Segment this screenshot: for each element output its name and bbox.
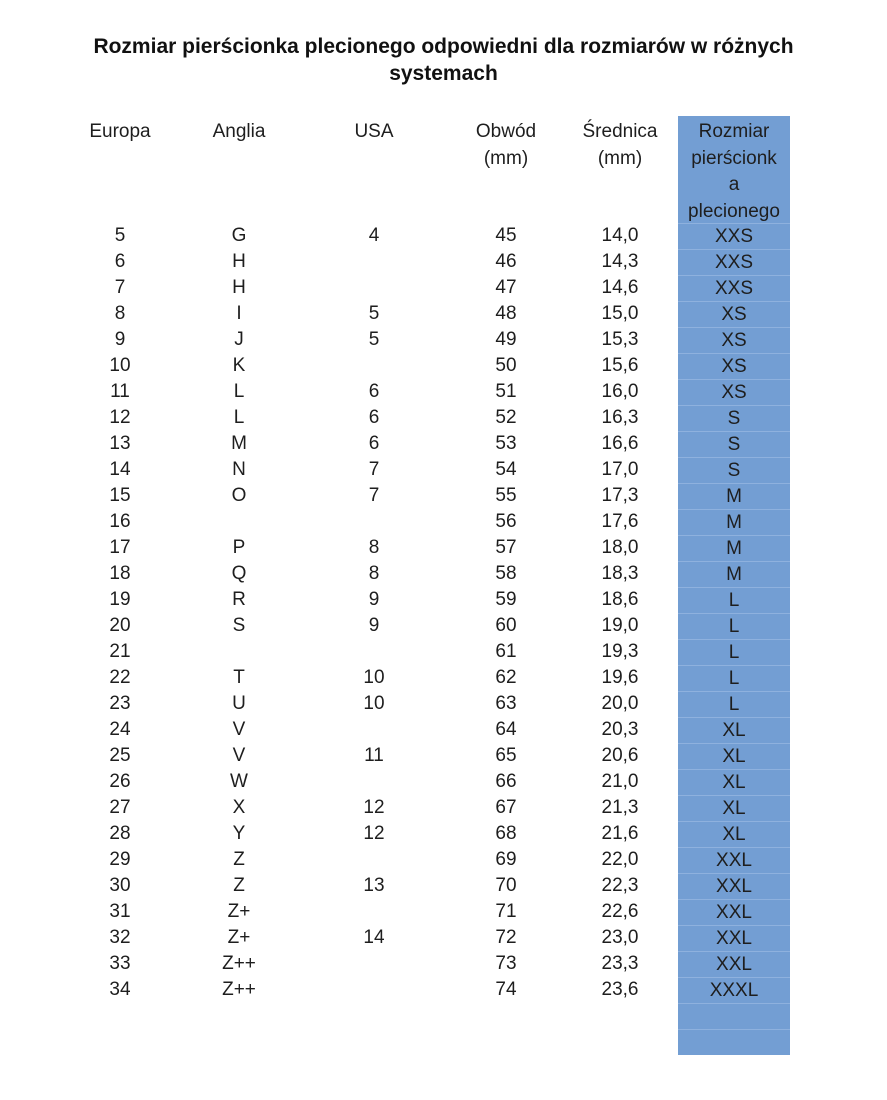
- table-row: [60, 613, 887, 639]
- cell-obwod-mm: 61: [495, 641, 517, 662]
- cell-obwod-mm: 65: [495, 745, 517, 766]
- cell-europa: 9: [114, 329, 126, 350]
- cell-rozmiar-plecionego: M: [678, 483, 790, 509]
- cell-srednica-mm: 17,3: [601, 485, 639, 506]
- cell-srednica-mm: 15,0: [601, 303, 639, 324]
- cell-usa: [298, 847, 450, 873]
- table-row: [60, 353, 887, 379]
- cell-europa: 16: [109, 511, 131, 532]
- table-row: [60, 379, 887, 405]
- column-header-usa: [298, 116, 450, 225]
- cell-usa: 13: [363, 875, 385, 896]
- cell-rozmiar-plecionego: XXL: [678, 925, 790, 951]
- cell-rozmiar-plecionego: XXL: [678, 847, 790, 873]
- cell-europa: [60, 1029, 180, 1055]
- cell-srednica-mm: [562, 1029, 678, 1055]
- cell-rozmiar-plecionego: M: [678, 535, 790, 561]
- cell-anglia: Y: [232, 823, 246, 844]
- cell-rozmiar-plecionego: L: [678, 665, 790, 691]
- cell-srednica-mm: 15,3: [601, 329, 639, 350]
- cell-obwod-mm: 49: [495, 329, 517, 350]
- cell-rozmiar-plecionego: S: [678, 431, 790, 457]
- cell-anglia: O: [231, 485, 247, 506]
- cell-rozmiar-plecionego: XL: [678, 743, 790, 769]
- cell-anglia: [180, 509, 298, 535]
- cell-anglia: L: [233, 407, 245, 428]
- table-header-row: [60, 116, 887, 223]
- cell-rozmiar-plecionego: XL: [678, 795, 790, 821]
- cell-usa: [298, 639, 450, 665]
- column-header-line: USA: [354, 121, 394, 142]
- cell-usa: 9: [368, 615, 380, 636]
- page-title: Rozmiar pierścionka plecionego odpowiedni dla rozmiarów w różnych systemach: [93, 35, 794, 85]
- cell-srednica-mm: 22,3: [601, 875, 639, 896]
- cell-europa: 31: [109, 901, 131, 922]
- cell-rozmiar-plecionego: [678, 1003, 790, 1029]
- cell-rozmiar-plecionego: L: [678, 587, 790, 613]
- cell-obwod-mm: 68: [495, 823, 517, 844]
- cell-europa: 13: [109, 433, 131, 454]
- cell-srednica-mm: 18,6: [601, 589, 639, 610]
- cell-usa: 6: [368, 381, 380, 402]
- cell-srednica-mm: 23,0: [601, 927, 639, 948]
- cell-usa: 8: [368, 537, 380, 558]
- cell-obwod-mm: 45: [495, 225, 517, 246]
- cell-usa: 7: [368, 485, 380, 506]
- table-row: [60, 249, 887, 275]
- cell-rozmiar-plecionego: XXL: [678, 873, 790, 899]
- column-header-line: Europa: [89, 121, 151, 142]
- cell-obwod-mm: 60: [495, 615, 517, 636]
- cell-europa: 6: [114, 251, 126, 272]
- table-body: [60, 223, 887, 1055]
- cell-europa: [60, 1003, 180, 1029]
- cell-obwod-mm: 66: [495, 771, 517, 792]
- table-row: [60, 587, 887, 613]
- cell-obwod-mm: 63: [495, 693, 517, 714]
- column-header-obwod-mm: [450, 116, 562, 225]
- cell-obwod-mm: 67: [495, 797, 517, 818]
- cell-anglia: V: [232, 719, 246, 740]
- cell-srednica-mm: [562, 1003, 678, 1029]
- column-header-line: (mm): [597, 147, 643, 169]
- cell-anglia: M: [231, 433, 247, 454]
- table-row: [60, 743, 887, 769]
- cell-srednica-mm: 18,3: [601, 563, 639, 584]
- table-row: [60, 639, 887, 665]
- cell-obwod-mm: 71: [495, 901, 517, 922]
- cell-rozmiar-plecionego: M: [678, 509, 790, 535]
- cell-srednica-mm: 16,0: [601, 381, 639, 402]
- cell-anglia: X: [232, 797, 246, 818]
- table-row: [60, 275, 887, 301]
- cell-anglia: J: [234, 329, 244, 350]
- cell-rozmiar-plecionego: [678, 1029, 790, 1055]
- column-header-rozmiar-plecionego: [678, 116, 790, 225]
- cell-usa: 7: [368, 459, 380, 480]
- cell-usa: 12: [363, 797, 385, 818]
- table-row: [60, 899, 887, 925]
- cell-obwod-mm: [450, 1003, 562, 1029]
- cell-anglia: S: [232, 615, 246, 636]
- cell-anglia: Q: [231, 563, 247, 584]
- cell-obwod-mm: 62: [495, 667, 517, 688]
- cell-anglia: K: [232, 355, 246, 376]
- column-header-line: plecionego: [688, 200, 780, 222]
- cell-rozmiar-plecionego: XS: [678, 327, 790, 353]
- cell-anglia: Z+: [227, 927, 251, 948]
- cell-usa: 10: [363, 667, 385, 688]
- cell-anglia: L: [233, 381, 245, 402]
- cell-usa: [298, 1003, 450, 1029]
- cell-europa: 7: [114, 277, 126, 298]
- cell-obwod-mm: 50: [495, 355, 517, 376]
- table-row: [60, 691, 887, 717]
- cell-europa: 24: [109, 719, 131, 740]
- cell-rozmiar-plecionego: XL: [678, 821, 790, 847]
- cell-srednica-mm: 16,3: [601, 407, 639, 428]
- column-header-anglia: [180, 116, 298, 225]
- cell-usa: [298, 769, 450, 795]
- cell-usa: [298, 977, 450, 1003]
- cell-obwod-mm: 73: [495, 953, 517, 974]
- cell-srednica-mm: 16,6: [601, 433, 639, 454]
- cell-obwod-mm: 54: [495, 459, 517, 480]
- column-header-line: pierścionk: [691, 147, 777, 169]
- table-row: [60, 405, 887, 431]
- cell-rozmiar-plecionego: XXL: [678, 951, 790, 977]
- cell-rozmiar-plecionego: XXS: [678, 223, 790, 249]
- cell-rozmiar-plecionego: S: [678, 405, 790, 431]
- column-header-line: (mm): [483, 147, 529, 169]
- cell-obwod-mm: 56: [495, 511, 517, 532]
- cell-srednica-mm: 23,6: [601, 979, 639, 1000]
- table-row: [60, 665, 887, 691]
- cell-europa: 10: [109, 355, 131, 376]
- cell-srednica-mm: 18,0: [601, 537, 639, 558]
- cell-obwod-mm: 52: [495, 407, 517, 428]
- cell-europa: 21: [109, 641, 131, 662]
- cell-europa: 11: [110, 381, 130, 402]
- table-row: [60, 873, 887, 899]
- cell-rozmiar-plecionego: XXXL: [678, 977, 790, 1003]
- column-header-line: Rozmiar: [698, 121, 770, 142]
- cell-usa: [298, 899, 450, 925]
- cell-usa: [298, 1029, 450, 1055]
- cell-rozmiar-plecionego: XL: [678, 717, 790, 743]
- cell-srednica-mm: 21,6: [601, 823, 639, 844]
- cell-anglia: N: [232, 459, 246, 480]
- cell-europa: 26: [109, 771, 131, 792]
- cell-anglia: P: [232, 537, 246, 558]
- cell-europa: 20: [109, 615, 131, 636]
- cell-obwod-mm: 74: [495, 979, 517, 1000]
- cell-obwod-mm: 51: [495, 381, 517, 402]
- cell-srednica-mm: 21,0: [601, 771, 639, 792]
- cell-anglia: Z++: [222, 979, 256, 1000]
- table-row: [60, 561, 887, 587]
- cell-obwod-mm: 47: [495, 277, 517, 298]
- table-row: [60, 301, 887, 327]
- cell-srednica-mm: 19,6: [601, 667, 639, 688]
- cell-srednica-mm: 20,6: [601, 745, 639, 766]
- cell-srednica-mm: 17,6: [601, 511, 639, 532]
- cell-usa: 12: [363, 823, 385, 844]
- cell-anglia: T: [233, 667, 245, 688]
- cell-srednica-mm: 20,0: [601, 693, 639, 714]
- column-header-europa: [60, 116, 180, 225]
- cell-srednica-mm: 15,6: [601, 355, 639, 376]
- cell-anglia: H: [232, 277, 246, 298]
- cell-anglia: [180, 1029, 298, 1055]
- cell-srednica-mm: 23,3: [601, 953, 639, 974]
- table-row: [60, 769, 887, 795]
- cell-obwod-mm: 59: [495, 589, 517, 610]
- size-conversion-table: [60, 116, 887, 1055]
- cell-anglia: V: [232, 745, 246, 766]
- cell-srednica-mm: 17,0: [601, 459, 639, 480]
- cell-europa: 18: [109, 563, 131, 584]
- cell-europa: 25: [109, 745, 131, 766]
- cell-usa: 5: [368, 303, 380, 324]
- cell-anglia: [180, 639, 298, 665]
- cell-usa: 9: [368, 589, 380, 610]
- cell-rozmiar-plecionego: XXS: [678, 275, 790, 301]
- cell-rozmiar-plecionego: XS: [678, 301, 790, 327]
- cell-rozmiar-plecionego: XS: [678, 379, 790, 405]
- cell-europa: 23: [109, 693, 131, 714]
- cell-europa: 19: [109, 589, 131, 610]
- cell-usa: 11: [364, 745, 384, 766]
- table-row: [60, 431, 887, 457]
- cell-europa: 12: [109, 407, 131, 428]
- cell-europa: 17: [109, 537, 131, 558]
- table-row: [60, 795, 887, 821]
- cell-srednica-mm: 22,6: [601, 901, 639, 922]
- cell-europa: 30: [109, 875, 131, 896]
- cell-usa: [298, 951, 450, 977]
- cell-obwod-mm: 64: [495, 719, 517, 740]
- table-row: [60, 535, 887, 561]
- cell-obwod-mm: [450, 1029, 562, 1055]
- table-row: [60, 821, 887, 847]
- cell-srednica-mm: 19,0: [601, 615, 639, 636]
- cell-usa: [298, 275, 450, 301]
- cell-rozmiar-plecionego: XXL: [678, 899, 790, 925]
- column-header-srednica-mm: [562, 116, 678, 225]
- cell-europa: 28: [109, 823, 131, 844]
- cell-rozmiar-plecionego: L: [678, 639, 790, 665]
- cell-srednica-mm: 14,0: [601, 225, 639, 246]
- cell-usa: 10: [363, 693, 385, 714]
- cell-europa: 34: [109, 979, 131, 1000]
- cell-obwod-mm: 58: [495, 563, 517, 584]
- cell-europa: 29: [109, 849, 131, 870]
- cell-srednica-mm: 14,6: [601, 277, 639, 298]
- cell-europa: 8: [114, 303, 126, 324]
- cell-usa: [298, 509, 450, 535]
- cell-rozmiar-plecionego: XXS: [678, 249, 790, 275]
- cell-obwod-mm: 72: [495, 927, 517, 948]
- cell-europa: 22: [109, 667, 131, 688]
- cell-anglia: U: [232, 693, 246, 714]
- cell-srednica-mm: 19,3: [601, 641, 639, 662]
- table-row: [60, 1003, 887, 1029]
- cell-obwod-mm: 48: [495, 303, 517, 324]
- table-row: [60, 977, 887, 1003]
- column-header-line: a: [728, 174, 740, 195]
- cell-anglia: W: [230, 771, 248, 792]
- cell-srednica-mm: 20,3: [601, 719, 639, 740]
- table-row: [60, 847, 887, 873]
- cell-obwod-mm: 53: [495, 433, 517, 454]
- cell-usa: 14: [363, 927, 385, 948]
- table-row: [60, 223, 887, 249]
- cell-srednica-mm: 22,0: [601, 849, 639, 870]
- cell-rozmiar-plecionego: XS: [678, 353, 790, 379]
- cell-rozmiar-plecionego: L: [678, 691, 790, 717]
- table-row: [60, 457, 887, 483]
- cell-europa: 32: [109, 927, 131, 948]
- cell-srednica-mm: 14,3: [601, 251, 639, 272]
- cell-europa: 14: [109, 459, 131, 480]
- table-row: [60, 483, 887, 509]
- cell-europa: 27: [109, 797, 131, 818]
- cell-usa: 4: [368, 225, 380, 246]
- column-header-line: Obwód: [475, 121, 537, 142]
- table-row: [60, 509, 887, 535]
- column-header-line: Anglia: [212, 121, 266, 142]
- cell-rozmiar-plecionego: S: [678, 457, 790, 483]
- table-row: [60, 717, 887, 743]
- cell-anglia: Z: [233, 849, 245, 870]
- cell-europa: 33: [109, 953, 131, 974]
- cell-anglia: Z+: [227, 901, 251, 922]
- table-row: [60, 327, 887, 353]
- cell-rozmiar-plecionego: XL: [678, 769, 790, 795]
- cell-anglia: Z++: [222, 953, 256, 974]
- cell-usa: [298, 249, 450, 275]
- cell-usa: [298, 717, 450, 743]
- cell-anglia: Z: [233, 875, 245, 896]
- cell-anglia: [180, 1003, 298, 1029]
- cell-obwod-mm: 57: [495, 537, 517, 558]
- table-row: [60, 1029, 887, 1055]
- cell-rozmiar-plecionego: M: [678, 561, 790, 587]
- cell-europa: 15: [109, 485, 131, 506]
- cell-europa: 5: [114, 225, 126, 246]
- cell-usa: 8: [368, 563, 380, 584]
- cell-anglia: I: [236, 303, 242, 324]
- table-row: [60, 925, 887, 951]
- column-header-line: Średnica: [582, 121, 658, 142]
- cell-obwod-mm: 46: [495, 251, 517, 272]
- cell-obwod-mm: 55: [495, 485, 517, 506]
- cell-usa: [298, 353, 450, 379]
- cell-anglia: G: [231, 225, 247, 246]
- cell-anglia: R: [232, 589, 246, 610]
- cell-srednica-mm: 21,3: [601, 797, 639, 818]
- cell-usa: 6: [368, 433, 380, 454]
- cell-obwod-mm: 69: [495, 849, 517, 870]
- table-row: [60, 951, 887, 977]
- cell-usa: 6: [368, 407, 380, 428]
- cell-anglia: H: [232, 251, 246, 272]
- cell-rozmiar-plecionego: L: [678, 613, 790, 639]
- cell-obwod-mm: 70: [495, 875, 517, 896]
- cell-usa: 5: [368, 329, 380, 350]
